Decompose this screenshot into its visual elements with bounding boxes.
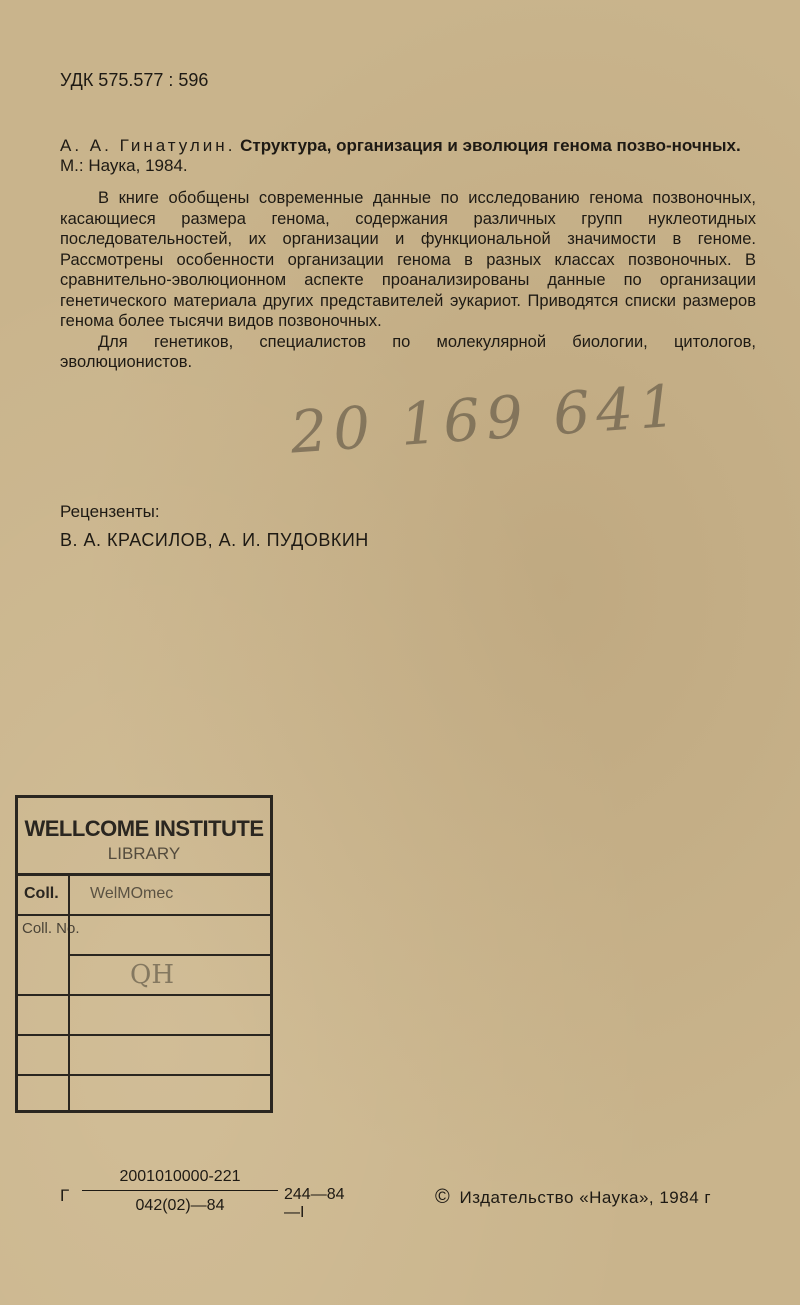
handwritten-note: 20 169 641 (288, 371, 684, 467)
catalog-denominator: 042(02)—84 (135, 1197, 225, 1214)
copyright-text: Издательство «Наука», 1984 г (459, 1188, 712, 1207)
library-stamp (15, 795, 273, 1113)
catalog-prefix: Г (60, 1186, 70, 1205)
stamp-row (18, 916, 270, 996)
stamp-row (18, 876, 270, 916)
stamp-institution: WELLCOME INSTITUTE (24, 816, 264, 841)
stamp-coll-no-label: Coll. No. (22, 920, 80, 937)
stamp-row (18, 996, 270, 1036)
catalog-suffix: 244—84—I (284, 1186, 345, 1221)
stamp-row (18, 1076, 270, 1114)
citation-title: Структура, организация и эволюция генома позво-ночных. (240, 136, 741, 155)
stamp-call-number: QH (130, 960, 174, 990)
stamp-header (18, 798, 270, 876)
stamp-inner-line (68, 954, 270, 956)
copyright-symbol: © (435, 1186, 451, 1208)
catalog-numerator: 2001010000-221 (119, 1168, 241, 1185)
reviewers-names: В. А. КРАСИЛОВ, А. И. ПУДОВКИН (60, 530, 369, 550)
stamp-subtitle: LIBRARY (107, 844, 181, 863)
fraction-bar (82, 1190, 278, 1191)
citation-publisher: М.: Наука, 1984. (60, 156, 188, 175)
abstract-paragraph: Для генетиков, специалистов по молекулярной биологии, цитологов, эволюционистов. (60, 332, 756, 371)
stamp-row (18, 1036, 270, 1076)
reviewers-label: Рецензенты: (60, 502, 160, 521)
udk-code: УДК 575.577 : 596 (60, 70, 209, 90)
abstract-paragraph: В книге обобщены современные данные по исследованию генома позвоночных, касающиеся размера генома, содержания различных групп нуклеотидных последовательностей, их организации и функциональной значимости в геноме. Рассмотрены особенности организации генома в разных классах позвоночных. В сравнительно-эволюционном аспекте проанализированы данные по организации генетического материала других представителей эукариот. Приводятся списки размеров генома более тысячи видов позвоночных. (60, 189, 756, 330)
abstract (60, 188, 756, 373)
stamp-coll-value: WelMOmec (90, 885, 174, 902)
copyright-line (435, 1186, 711, 1209)
citation-author: А. А. Гинатулин. (60, 136, 236, 155)
bibliographic-citation (60, 136, 756, 176)
catalog-code (60, 1168, 350, 1228)
stamp-coll-label: Coll. (24, 885, 59, 902)
